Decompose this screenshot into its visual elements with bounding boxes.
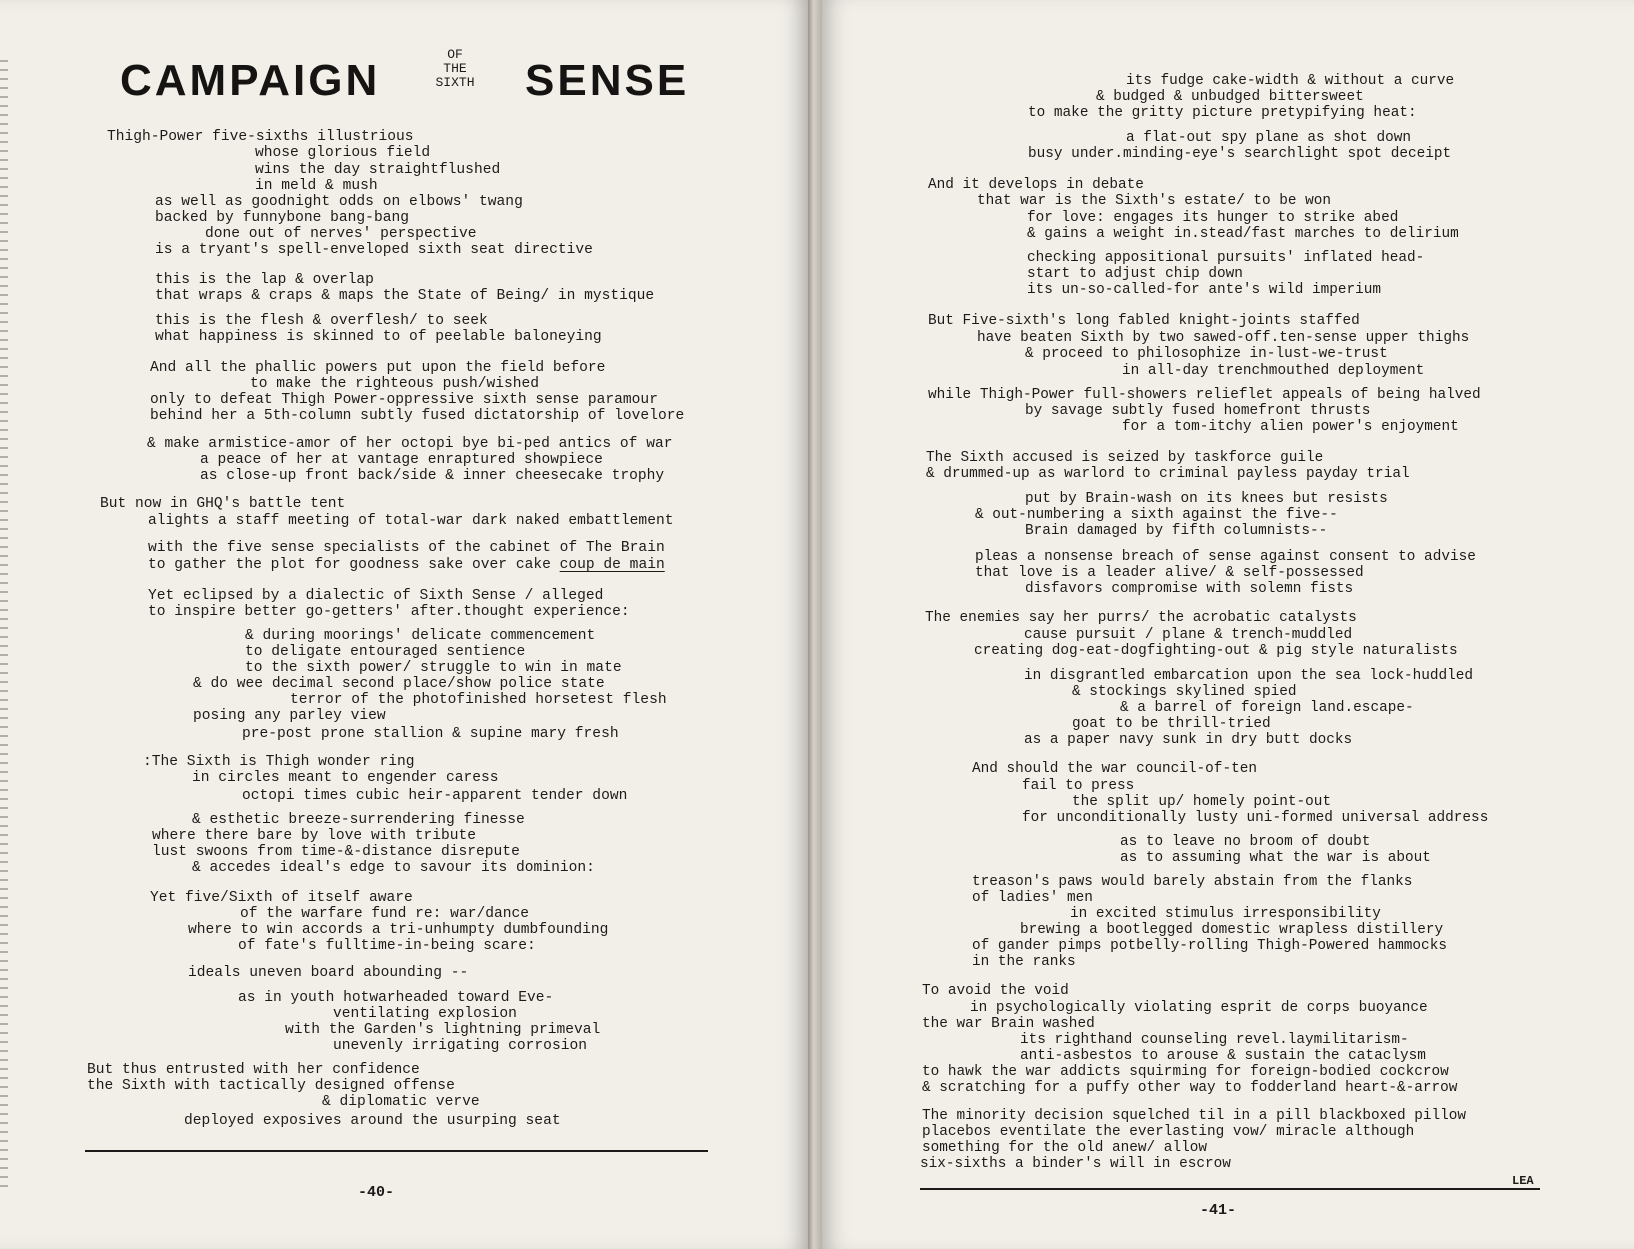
poem-line: & budged & unbudged bittersweet: [1096, 89, 1364, 105]
poem-line: brewing a bootlegged domestic wrapless distillery: [1020, 922, 1444, 938]
poem-line: in disgrantled embarcation upon the sea lock-huddled: [1024, 668, 1474, 684]
poem-line: while Thigh-Power full-showers relieflet appeals of being halved: [928, 387, 1481, 403]
poem-line: a peace of her at vantage enraptured showpiece: [200, 452, 603, 468]
poem-line: cause pursuit / plane & trench-muddled: [1024, 627, 1353, 643]
poem-line: to inspire better go-getters' after.thought experience:: [148, 604, 630, 620]
title-word-sense: SENSE: [525, 56, 690, 105]
poem-line: this is the lap & overlap: [155, 272, 374, 288]
poem-line: & scratching for a puffy other way to fodderland heart-&-arrow: [922, 1080, 1458, 1096]
poem-line: And all the phallic powers put upon the field before: [150, 360, 606, 376]
poem-line: The enemies say her purrs/ the acrobatic catalysts: [925, 610, 1357, 626]
poem-line: Thigh-Power five-sixths illustrious: [107, 129, 414, 145]
poem-line: by savage subtly fused homefront thrusts: [1025, 403, 1371, 419]
poem-line: in the ranks: [972, 954, 1076, 970]
poem-line: To avoid the void: [922, 983, 1069, 999]
poem-line: for unconditionally lusty uni-formed universal address: [1022, 810, 1489, 826]
poem-line: ideals uneven board abounding --: [188, 965, 469, 981]
poem-line: The minority decision squelched til in a pill blackboxed pillow: [922, 1108, 1467, 1124]
poem-line: lust swoons from time-&-distance disrepute: [152, 844, 520, 860]
title-small-word: OF: [447, 47, 463, 62]
poem-line: as a paper navy sunk in dry butt docks: [1024, 732, 1353, 748]
poem-line: But thus entrusted with her confidence: [87, 1062, 420, 1078]
poem-line: is a tryant's spell-enveloped sixth seat directive: [155, 242, 593, 258]
poem-line: in psychologically violating esprit de corps buoyance: [970, 1000, 1428, 1016]
poem-line: its righthand counseling revel.laymilitarism-: [1020, 1032, 1409, 1048]
poem-line: And it develops in debate: [928, 177, 1144, 193]
poem-line: & drummed-up as warlord to criminal payless payday trial: [926, 466, 1410, 482]
poem-line: to hawk the war addicts squirming for foreign-bodied cockcrow: [922, 1064, 1449, 1080]
poem-line: pre-post prone stallion & supine mary fresh: [242, 726, 619, 742]
bottom-rule: [85, 1150, 708, 1152]
title-small-word: THE: [443, 61, 467, 76]
poem-line: with the five sense specialists of the cabinet of The Brain: [148, 540, 665, 556]
poem-line: in meld & mush: [255, 178, 378, 194]
poem-line: & proceed to philosophize in-lust-we-trust: [1025, 346, 1388, 362]
poem-line: put by Brain-wash on its knees but resists: [1025, 491, 1388, 507]
poem-line: where to win accords a tri-unhumpty dumbfounding: [188, 922, 609, 938]
poem-line: what happiness is skinned to of peelable baloneying: [155, 329, 602, 345]
poem-line: :The Sixth is Thigh wonder ring: [143, 754, 415, 770]
poem-line: & do wee decimal second place/show police state: [193, 676, 605, 692]
poem-line: something for the old anew/ allow: [922, 1140, 1207, 1156]
left-page: [0, 0, 808, 1249]
title-small-word: SIXTH: [435, 75, 475, 90]
poem-line: [148, 557, 665, 573]
poem-line: behind her a 5th-column subtly fused dictatorship of lovelore: [150, 408, 685, 424]
author-signature: LEA: [1512, 1174, 1534, 1188]
poem-line: creating dog-eat-dogfighting-out & pig style naturalists: [974, 643, 1458, 659]
poem-line: to make the gritty picture pretypifying heat:: [1028, 105, 1417, 121]
poem-line: wins the day straightflushed: [255, 162, 501, 178]
poem-line: Yet five/Sixth of itself aware: [150, 890, 413, 906]
poem-line: its fudge cake-width & without a curve: [1126, 73, 1455, 89]
poem-line: a flat-out spy plane as shot down: [1126, 130, 1411, 146]
poem-line: of fate's fulltime-in-being scare:: [238, 938, 536, 954]
poem-line: Yet eclipsed by a dialectic of Sixth Sense / alleged: [148, 588, 604, 604]
poem-line: as well as goodnight odds on elbows' twang: [155, 194, 523, 210]
poem-line: goat to be thrill-tried: [1072, 716, 1271, 732]
poem-line: checking appositional pursuits' inflated head-: [1027, 250, 1425, 266]
poem-line: as in youth hotwarheaded toward Eve-: [238, 990, 554, 1006]
poem-line: ventilating explosion: [333, 1006, 517, 1022]
poem-line: done out of nerves' perspective: [205, 226, 477, 242]
poem-line: its un-so-called-for ante's wild imperium: [1027, 282, 1382, 298]
title-small-words: [425, 48, 485, 90]
poem-line: six-sixths a binder's will in escrow: [920, 1156, 1231, 1172]
poem-line: The Sixth accused is seized by taskforce guile: [926, 450, 1324, 466]
poem-line: the split up/ homely point-out: [1072, 794, 1332, 810]
poem-line: to make the righteous push/wished: [250, 376, 540, 392]
poem-line: & out-numbering a sixth against the five--: [975, 507, 1338, 523]
poem-line: terror of the photofinished horsetest flesh: [290, 692, 667, 708]
poem-line: in circles meant to engender caress: [192, 770, 499, 786]
poem-line: anti-asbestos to arouse & sustain the cataclysm: [1020, 1048, 1426, 1064]
poem-line: busy under.minding-eye's searchlight spot deceipt: [1028, 146, 1452, 162]
title-word-campaign: CAMPAIGN: [120, 56, 381, 105]
poem-line-text: to gather the plot for goodness sake over cake: [148, 557, 551, 573]
poem-line: have beaten Sixth by two sawed-off.ten-sense upper thighs: [977, 330, 1470, 346]
poem-line: backed by funnybone bang-bang: [155, 210, 409, 226]
poem-line: treason's paws would barely abstain from the flanks: [972, 874, 1413, 890]
page-number: -41-: [1200, 1202, 1237, 1219]
poem-line: that war is the Sixth's estate/ to be won: [977, 193, 1332, 209]
poem-line: disfavors compromise with solemn fists: [1025, 581, 1354, 597]
poem-line: as close-up front back/side & inner cheesecake trophy: [200, 468, 665, 484]
poem-line: as to assuming what the war is about: [1120, 850, 1431, 866]
poem-line: to deligate entouraged sentience: [245, 644, 526, 660]
page-number: -40-: [358, 1184, 395, 1201]
poem-line: fail to press: [1022, 778, 1135, 794]
poem-line: Brain damaged by fifth columnists--: [1025, 523, 1328, 539]
poem-line: in all-day trenchmouthed deployment: [1122, 363, 1425, 379]
poem-line: & make armistice-amor of her octopi bye bi-ped antics of war: [147, 436, 673, 452]
poem-line: where there bare by love with tribute: [152, 828, 477, 844]
poem-line: But now in GHQ's battle tent: [100, 496, 346, 512]
poem-line: & accedes ideal's edge to savour its dominion:: [192, 860, 595, 876]
poem-line: this is the flesh & overflesh/ to seek: [155, 313, 488, 329]
poem-line: that love is a leader alive/ & self-possessed: [975, 565, 1364, 581]
poem-line: of gander pimps potbelly-rolling Thigh-Powered hammocks: [972, 938, 1447, 954]
poem-line: in excited stimulus irresponsibility: [1070, 906, 1381, 922]
poem-line: of ladies' men: [972, 890, 1093, 906]
poem-line: as to leave no broom of doubt: [1120, 834, 1371, 850]
poem-line: But Five-sixth's long fabled knight-joints staffed: [928, 313, 1360, 329]
poem-line: octopi times cubic heir-apparent tender down: [242, 788, 628, 804]
poem-line: & during moorings' delicate commencement: [245, 628, 596, 644]
book-gutter: [808, 0, 822, 1249]
poem-line: And should the war council-of-ten: [972, 761, 1257, 777]
page-edge-marks: [0, 60, 8, 1190]
poem-line: & diplomatic verve: [322, 1094, 480, 1110]
right-page: [822, 0, 1634, 1249]
poem-line: & gains a weight in.stead/fast marches to delirium: [1027, 226, 1459, 242]
underlined-phrase: coup de main: [559, 557, 665, 573]
poem-line: that wraps & craps & maps the State of Being/ in mystique: [155, 288, 655, 304]
poem-line: of the warfare fund re: war/dance: [240, 906, 530, 922]
poem-line: pleas a nonsense breach of sense against consent to advise: [975, 549, 1476, 565]
poem-line: & a barrel of foreign land.escape-: [1120, 700, 1414, 716]
poem-line: unevenly irrigating corrosion: [333, 1038, 587, 1054]
poem-line: for a tom-itchy alien power's enjoyment: [1122, 419, 1459, 435]
poem-line: placebos eventilate the everlasting vow/ miracle although: [922, 1124, 1415, 1140]
poem-line: to the sixth power/ struggle to win in mate: [245, 660, 622, 676]
poem-line: & stockings skylined spied: [1072, 684, 1297, 700]
poem-line: & esthetic breeze-surrendering finesse: [192, 812, 525, 828]
poem-line: start to adjust chip down: [1027, 266, 1243, 282]
poem-line: whose glorious field: [255, 145, 431, 161]
poem-line: the Sixth with tactically designed offense: [87, 1078, 455, 1094]
poem-line: posing any parley view: [193, 708, 386, 724]
poem-line: alights a staff meeting of total-war dark naked embattlement: [148, 513, 674, 529]
poem-line: for love: engages its hunger to strike abed: [1027, 210, 1399, 226]
poem-line: deployed exposives around the usurping seat: [184, 1113, 561, 1129]
poem-line: with the Garden's lightning primeval: [285, 1022, 601, 1038]
bottom-rule: [920, 1188, 1540, 1190]
poem-line: the war Brain washed: [922, 1016, 1095, 1032]
poem-line: only to defeat Thigh Power-oppressive sixth sense paramour: [150, 392, 658, 408]
poem-title: [120, 48, 720, 108]
